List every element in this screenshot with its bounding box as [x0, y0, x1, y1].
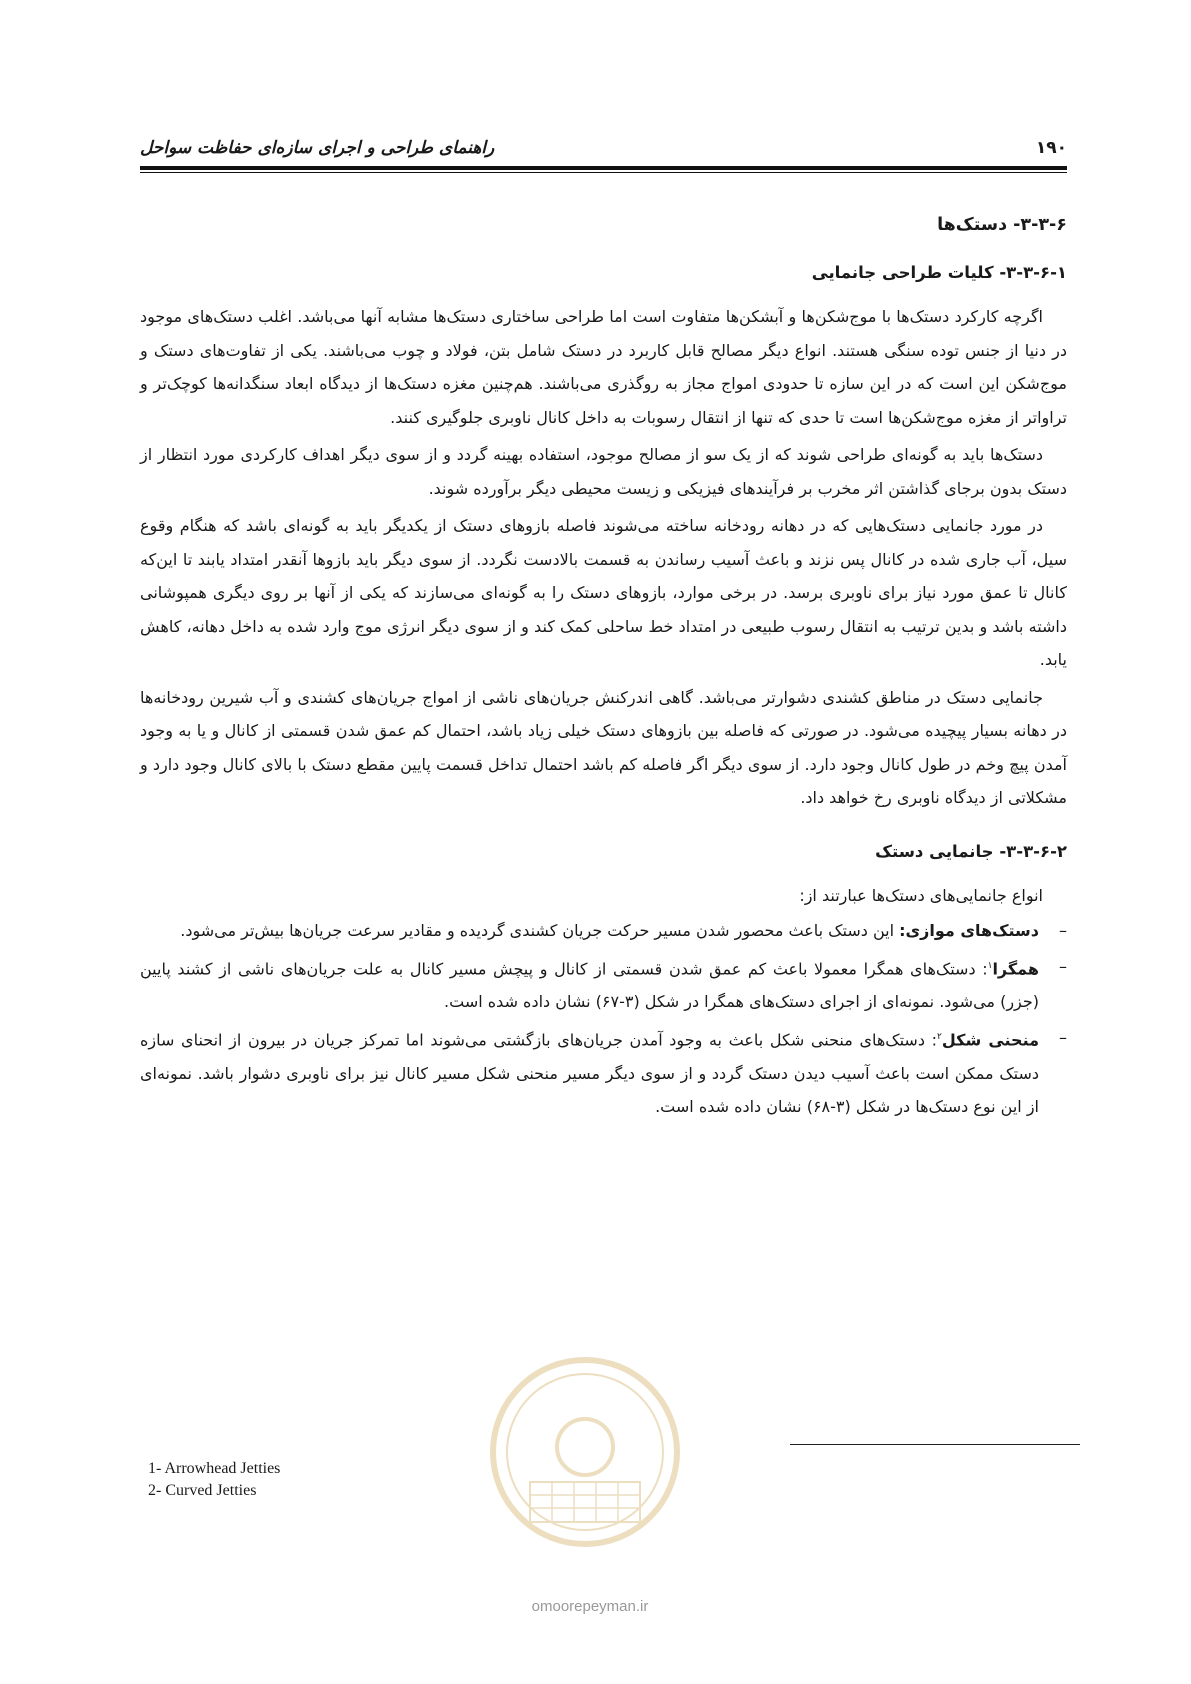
- jetty-layout-list: [140, 914, 1067, 1124]
- item-text: این دستک باعث محصور شدن مسیر حرکت جریان کشندی گردیده و مقادیر سرعت جریان‌ها بیش‌تر می‌شود.: [180, 921, 900, 940]
- subsection-heading-2: ۳-۳-۶-۲- جانمایی دستک: [875, 841, 1067, 861]
- running-title: راهنمای طراحی و اجرای سازه‌ای حفاظت سواحل: [140, 138, 495, 158]
- dash-bullet: –: [1059, 1027, 1067, 1047]
- page-header: [140, 128, 1067, 168]
- list-item: [140, 950, 1067, 1019]
- page-number: ۱۹۰: [1035, 138, 1067, 158]
- paragraph: دستک‌ها باید به گونه‌ای طراحی شوند که از یک سو از مصالح موجود، استفاده بهینه گردد و از سوی دیگر اهداف کارکردی مورد انتظار از دستک بدون برجای گذاشتن اثر مخرب بر فرآیندهای فیزیکی و زیست محیطی دیگر برآورده شوند.: [140, 445, 1067, 498]
- main-content: [140, 210, 1067, 1126]
- header-rule-thin: [140, 172, 1067, 173]
- header-rule-thick: [140, 166, 1067, 170]
- footnote-ref[interactable]: ۲: [937, 1031, 942, 1042]
- paragraph: جانمایی دستک در مناطق کشندی دشوارتر می‌باشد. گاهی اندرکنش جریان‌های ناشی از امواج جریان‌های کشندی و آب شیرین رودخانه‌ها در دهانه بسیار پیچیده می‌شود. در صورتی که فاصله بین بازوهای دستک خیلی زیاد باشد، احتمال کم عمق شدن قسمتی از کانال و یا به وجود آمدن پیچ وخم در طول کانال وجود دارد. از سوی دیگر اگر فاصله کم باشد احتمال تداخل قسمت پایین مقطع دستک با بالای کانال وجود دارد و مشکلاتی از دیدگاه ناوبری رخ خواهد داد.: [140, 687, 1067, 807]
- item-text: : دستک‌های منحنی شکل باعث به وجود آمدن جریان‌های بازگشتی می‌شوند اما تمرکز جریان در بیرون از انحنای سازه دستک ممکن است باعث آسیب دیدن دستک گردد و از سوی دیگر مسیر منحنی شکل مسیر کانال نیز برای ناوبری دشوار باشد. نمونه‌ای از این نوع دستک‌ها در شکل (۳-۶۸) نشان داده شده است.: [140, 1030, 1039, 1117]
- subsection-heading-1: ۳-۳-۶-۱- کلیات طراحی جانمایی: [811, 263, 1067, 282]
- watermark-url: omoorepeyman.ir: [531, 1598, 649, 1615]
- list-item: [140, 1021, 1067, 1124]
- list-item: [140, 914, 1067, 948]
- list-intro: انواع جانمایی‌های دستک‌ها عبارتند از:: [799, 885, 1043, 905]
- item-term: دستک‌های موازی:: [899, 921, 1039, 940]
- footnote-1: 1- Arrowhead Jetties: [148, 1460, 281, 1477]
- footnote-2: 2- Curved Jetties: [148, 1482, 257, 1499]
- item-text: : دستک‌های همگرا معمولا باعث کم عمق شدن قسمتی از کانال و پیچش مسیر کانال به علت جریان‌های ناشی از کشند پایین (جزر) می‌شود. نمونه‌ای از اجرای دستک‌های همگرا در شکل (۳-۶۷) نشان داده شده است.: [140, 958, 1039, 1012]
- paragraph: اگرچه کارکرد دستک‌ها با موج‌شکن‌ها و آبشکن‌ها متفاوت است اما طراحی ساختاری دستک‌ها مشابه آنها می‌باشد. اغلب دستک‌های موجود در دنیا از جنس توده سنگی هستند. انواع دیگر مصالح قابل کاربرد در دستک شامل بتن، فولاد و چوب می‌باشند. یکی از تفاوت‌های دستک و موج‌شکن این است که در این سازه تا حدودی امواج مجاز به روگذری می‌باشند. هم‌چنین مغزه دستک‌ها از دیدگاه ابعاد سنگدانه‌ها کوچک‌تر و تراواتر از مغزه موج‌شکن‌ها است تا حدی که تنها از انتقال رسوبات به داخل کانال ناوبری جلوگیری کنند.: [140, 307, 1067, 427]
- item-term: همگرا: [992, 958, 1039, 978]
- watermark-logo-icon: [485, 1352, 685, 1552]
- dash-bullet: –: [1059, 921, 1067, 940]
- footnote-rule: [790, 1444, 1080, 1445]
- footnotes: [148, 1458, 280, 1502]
- dash-bullet: –: [1059, 956, 1067, 976]
- paragraph: در مورد جانمایی دستک‌هایی که در دهانه رودخانه ساخته می‌شوند فاصله بازوهای دستک از یکدیگر باید به گونه‌ای باشد که هنگام وقوع سیل، آب جاری شده در کانال پس نزند و باعث آسیب رساندن به قسمت بالادست نگردد. از سوی دیگر باید بازوها آنقدر امتداد یابند تا این‌که کانال تا عمق مورد نیاز برای ناوبری برسد. در برخی موارد، بازوهای دستک را به گونه‌ای می‌سازند که یکی از آنها بر روی دیگری همپوشانی داشته باشد و بدین ترتیب به انتقال رسوب طبیعی در امتداد خط ساحلی کمک کند و از سوی دیگر انرژی موج وارد شده به داخل دهانه، کاهش یابد.: [140, 516, 1067, 669]
- item-term: منحنی شکل: [941, 1030, 1040, 1050]
- section-heading: ۳-۳-۶- دستک‌ها: [937, 215, 1067, 235]
- footnote-ref[interactable]: ۱: [987, 960, 993, 971]
